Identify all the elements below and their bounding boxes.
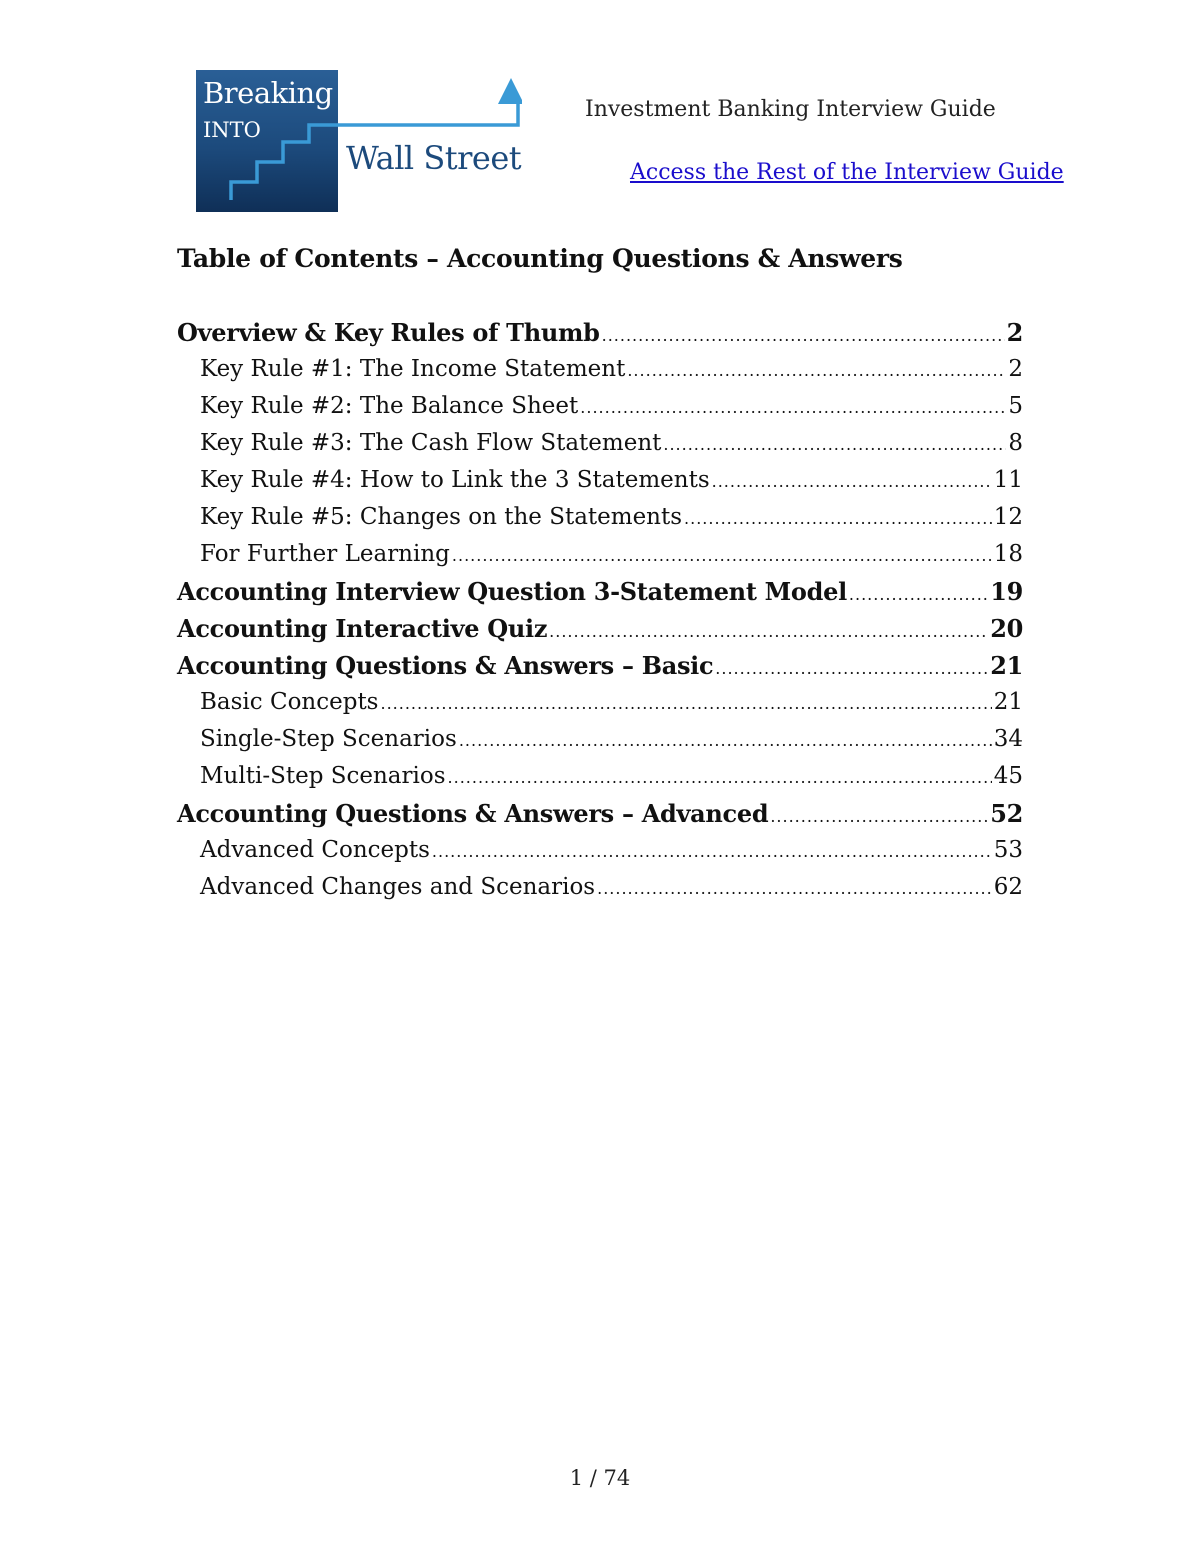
toc-dot-leader [663, 426, 1006, 463]
logo-text-into: INTO [203, 118, 261, 142]
toc-subsection-entry[interactable] [177, 388, 1023, 425]
toc-entry-page-number: 34 [993, 726, 1023, 752]
toc-entry-page-number: 5 [1008, 393, 1023, 419]
toc-entry-label: For Further Learning [200, 541, 450, 567]
toc-entry-page-number: 21 [993, 689, 1023, 715]
toc-entry-label: Key Rule #3: The Cash Flow Statement [200, 430, 662, 456]
toc-entry-label: Single-Step Scenarios [200, 726, 457, 752]
toc-entry-label: Advanced Concepts [200, 837, 430, 863]
toc-entry-label: Key Rule #5: Changes on the Statements [200, 504, 683, 530]
toc-entry-label: Accounting Questions & Answers – Advanced [177, 799, 769, 828]
toc-dot-leader [684, 500, 992, 537]
breaking-into-wall-street-logo [196, 70, 522, 212]
guide-title: Investment Banking Interview Guide [585, 97, 996, 122]
toc-dot-leader [432, 833, 992, 870]
toc-heading: Table of Contents – Accounting Questions & Answers [177, 244, 903, 273]
toc-dot-leader [459, 722, 992, 759]
toc-subsection-entry[interactable] [177, 721, 1023, 758]
page-indicator: 1 / 74 [569, 1466, 631, 1490]
toc-subsection-entry[interactable] [177, 351, 1023, 388]
toc-section-entry[interactable] [177, 314, 1023, 351]
toc-entry-page-number: 45 [993, 763, 1023, 789]
toc-entry-label: Advanced Changes and Scenarios [200, 874, 596, 900]
toc-entry-page-number: 53 [993, 837, 1023, 863]
toc-dot-leader [849, 576, 988, 613]
logo-text-breaking: Breaking [203, 76, 333, 110]
toc-entry-page-number: 62 [993, 874, 1023, 900]
toc-dot-leader [770, 798, 988, 835]
toc-dot-leader [452, 537, 992, 574]
toc-entry-page-number: 12 [993, 504, 1023, 530]
table-of-contents [177, 314, 1023, 906]
toc-dot-leader [597, 870, 992, 907]
toc-section-entry[interactable] [177, 610, 1023, 647]
toc-entry-label: Overview & Key Rules of Thumb [177, 318, 600, 347]
toc-subsection-entry[interactable] [177, 499, 1023, 536]
toc-entry-page-number: 2 [1006, 318, 1023, 347]
toc-entry-page-number: 21 [990, 651, 1023, 680]
toc-entry-label: Multi-Step Scenarios [200, 763, 446, 789]
toc-subsection-entry[interactable] [177, 462, 1023, 499]
toc-entry-page-number: 18 [993, 541, 1023, 567]
toc-entry-label: Accounting Interactive Quiz [177, 614, 548, 643]
toc-entry-label: Basic Concepts [200, 689, 379, 715]
toc-dot-leader [627, 352, 1006, 389]
toc-section-entry[interactable] [177, 795, 1023, 832]
toc-entry-label: Key Rule #4: How to Link the 3 Statements [200, 467, 710, 493]
toc-entry-label: Accounting Interview Question 3-Statement Model [177, 577, 847, 606]
toc-dot-leader [580, 389, 1006, 426]
access-guide-link[interactable]: Access the Rest of the Interview Guide [630, 160, 1064, 185]
toc-entry-label: Key Rule #1: The Income Statement [200, 356, 626, 382]
toc-dot-leader [448, 759, 992, 796]
toc-entry-page-number: 19 [990, 577, 1023, 606]
logo-text-wall-street: Wall Street [346, 139, 522, 177]
toc-subsection-entry[interactable] [177, 536, 1023, 573]
toc-dot-leader [712, 463, 992, 500]
toc-dot-leader [381, 685, 992, 722]
toc-section-entry[interactable] [177, 647, 1023, 684]
toc-entry-page-number: 11 [993, 467, 1023, 493]
toc-entry-page-number: 20 [990, 614, 1023, 643]
toc-dot-leader [549, 613, 988, 650]
toc-entry-page-number: 52 [990, 799, 1023, 828]
toc-entry-label: Accounting Questions & Answers – Basic [177, 651, 714, 680]
toc-subsection-entry[interactable] [177, 758, 1023, 795]
toc-subsection-entry[interactable] [177, 684, 1023, 721]
toc-subsection-entry[interactable] [177, 832, 1023, 869]
toc-subsection-entry[interactable] [177, 869, 1023, 906]
toc-dot-leader [715, 650, 988, 687]
toc-entry-label: Key Rule #2: The Balance Sheet [200, 393, 579, 419]
toc-subsection-entry[interactable] [177, 425, 1023, 462]
toc-entry-page-number: 8 [1008, 430, 1023, 456]
toc-dot-leader [602, 317, 1005, 354]
toc-section-entry[interactable] [177, 573, 1023, 610]
toc-entry-page-number: 2 [1008, 356, 1023, 382]
